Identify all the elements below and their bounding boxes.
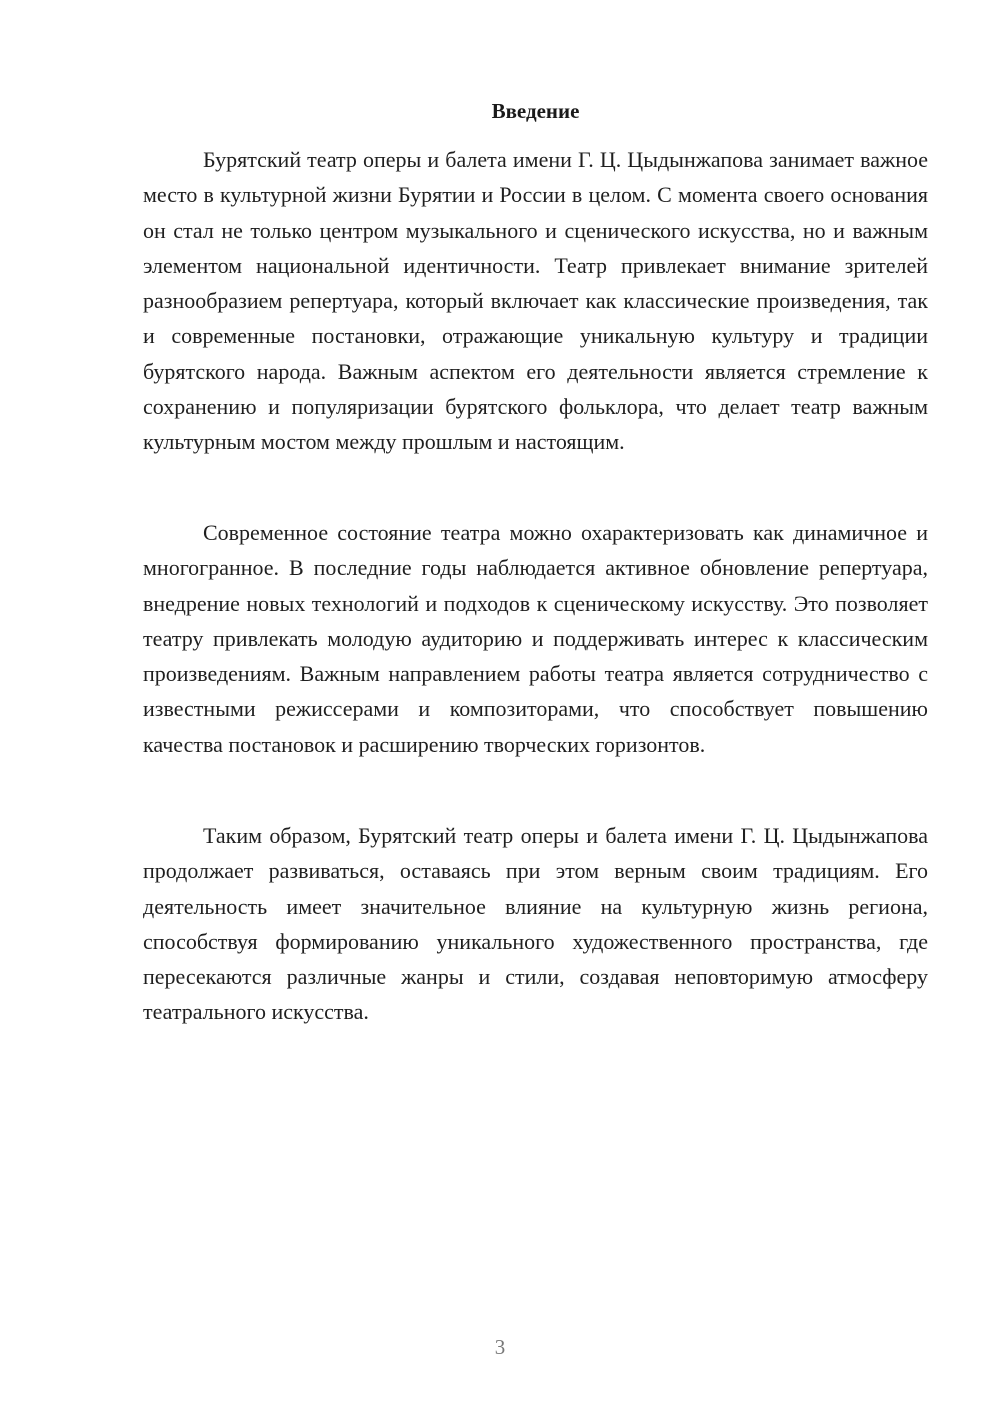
- paragraph-current-state: Современное состояние театра можно охарактеризовать как динамичное и многогранное. В последние годы наблюдается активное обновление репертуара, внедрение новых технологий и подходов к сценическому искусству. Это позволяет театру привлекать молодую аудиторию и поддерживать интерес к классическим произведениям. Важным направлением работы театра является сотрудничество с известными режиссерами и композиторами, что способствует повышению качества постановок и расширению творческих горизонтов.: [143, 520, 928, 757]
- page-number: 3: [494, 1335, 506, 1359]
- page-title: Введение: [491, 99, 580, 123]
- paragraph-conclusion: Таким образом, Бурятский театр оперы и балета имени Г. Ц. Цыдынжапова продолжает развиваться, оставаясь при этом верным своим традициям. Его деятельность имеет значительное влияние на культурную жизнь региона, способствуя формированию уникального художественного пространства, где пересекаются различные жанры и стили, создавая неповторимую атмосферу театрального искусства.: [143, 823, 928, 1025]
- paragraph-intro: Бурятский театр оперы и балета имени Г. Ц. Цыдынжапова занимает важное место в культурной жизни Бурятии и России в целом. С момента своего основания он стал не только центром музыкального и сценического искусства, но и важным элементом национальной идентичности. Театр привлекает внимание зрителей разнообразием репертуара, который включает как классические произведения, так и современные постановки, отражающие уникальную культуру и традиции бурятского народа. Важным аспектом его деятельности является стремление к сохранению и популяризации бурятского фольклора, что делает театр важным культурным мостом между прошлым и настоящим.: [143, 147, 928, 455]
